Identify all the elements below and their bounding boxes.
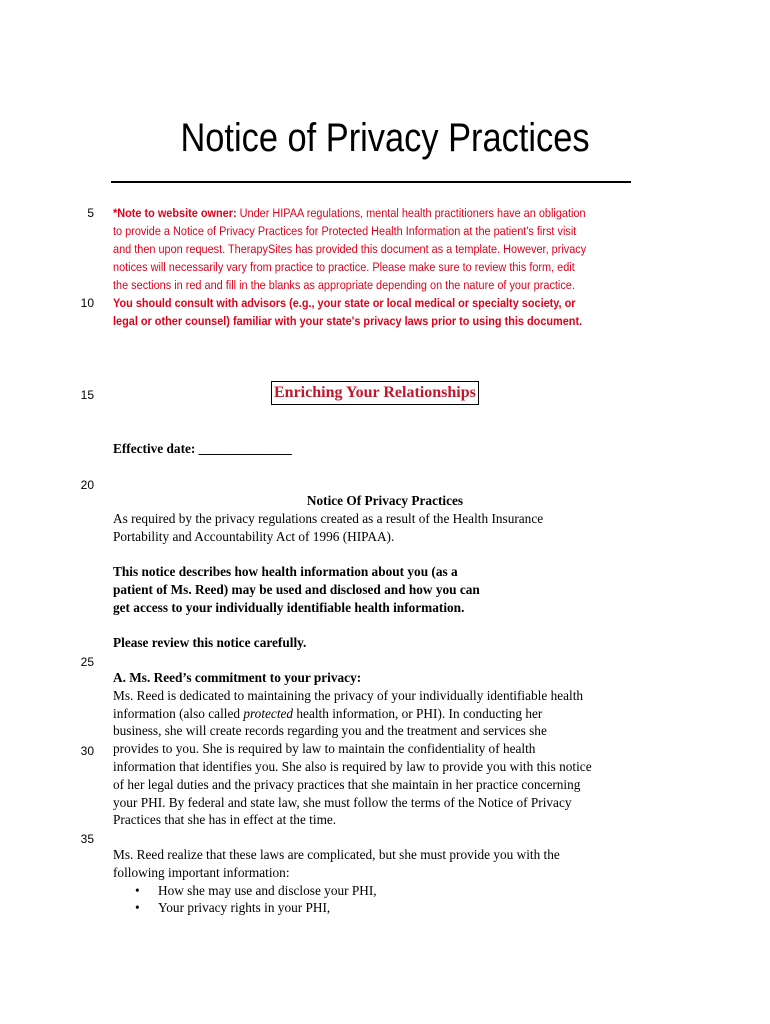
intro-paragraph	[113, 510, 543, 546]
practice-banner: Enriching Your Relationships	[271, 381, 479, 405]
list-item	[113, 899, 560, 917]
text-span: health information, or PHI). In conducting her	[293, 705, 543, 721]
realize-paragraph	[113, 846, 560, 917]
note-warning-line: You should consult with advisors (e.g., your state or local medical or specialty society, or	[113, 296, 576, 310]
text-line: provides to you. She is required by law to maintain the confidentiality of health	[113, 741, 536, 757]
review-instruction: Please review this notice carefully.	[113, 635, 307, 650]
line-number: 30	[80, 744, 94, 758]
text-line: your PHI. By federal and state law, she must follow the terms of the Notice of Privacy	[113, 794, 572, 810]
emphasis-text: protected	[243, 705, 294, 721]
line-number: 15	[80, 388, 94, 402]
text-line: of her legal duties and the privacy practices that she maintain in her practice concerning	[113, 776, 581, 792]
text-line: information that identifies you. She also is required by law to provide you with this notice	[113, 758, 592, 774]
notice-heading: Notice Of Privacy Practices	[306, 493, 464, 508]
bullet-icon: •	[135, 900, 140, 916]
text-line: Practices that she has in effect at the time.	[113, 812, 337, 828]
text-line: Portability and Accountability Act of 1996 (HIPAA).	[113, 528, 395, 544]
line-number: 10	[80, 296, 94, 310]
document-title: Notice of Privacy Practices	[180, 116, 590, 160]
text-line: get access to your individually identifiable health information.	[113, 599, 465, 615]
website-owner-note	[113, 204, 641, 330]
list-item	[113, 882, 560, 900]
information-list	[113, 882, 560, 918]
effective-date-field: Effective date: ______________	[113, 441, 292, 456]
text-span: information (also called	[113, 705, 244, 721]
note-warning-line: legal or other counsel) familiar with your state's privacy laws prior to using this document.	[113, 314, 583, 328]
section-a	[113, 669, 592, 829]
line-number: 35	[80, 832, 94, 846]
list-item-text: Your privacy rights in your PHI,	[158, 900, 331, 916]
note-line: notices will necessarily vary from practice to practice. Please make sure to review this form, edit	[113, 260, 575, 274]
note-line: to provide a Notice of Privacy Practices for Protected Health Information at the patient's first visit	[113, 224, 577, 238]
line-number: 5	[87, 206, 94, 220]
text-line: patient of Ms. Reed) may be used and disclosed and how you can	[113, 581, 480, 597]
line-number: 25	[80, 655, 94, 669]
note-line: and then upon request. TherapySites has provided this document as a template. However, privacy	[113, 242, 587, 256]
title-divider	[111, 181, 631, 183]
note-line: the sections in red and fill in the blanks as appropriate depending on the nature of your practice.	[113, 278, 575, 292]
list-item-text: How she may use and disclose your PHI,	[158, 882, 377, 898]
text-line: This notice describes how health information about you (as a	[113, 564, 458, 579]
note-lead: *Note to website owner:	[113, 206, 237, 220]
note-line: Under HIPAA regulations, mental health practitioners have an obligation	[236, 206, 586, 220]
bullet-icon: •	[135, 882, 140, 898]
line-number: 20	[80, 478, 94, 492]
text-line: following important information:	[113, 864, 290, 880]
notice-description	[113, 563, 480, 616]
text-line	[113, 705, 592, 723]
text-line: Ms. Reed realize that these laws are complicated, but she must provide you with the	[113, 847, 560, 862]
text-line: Ms. Reed is dedicated to maintaining the privacy of your individually identifiable health	[113, 687, 584, 703]
section-a-heading: A. Ms. Reed’s commitment to your privacy:	[113, 670, 362, 685]
text-line: As required by the privacy regulations created as a result of the Health Insurance	[113, 511, 544, 526]
text-line: business, she will create records regarding you and the treatment and services she	[113, 723, 547, 739]
